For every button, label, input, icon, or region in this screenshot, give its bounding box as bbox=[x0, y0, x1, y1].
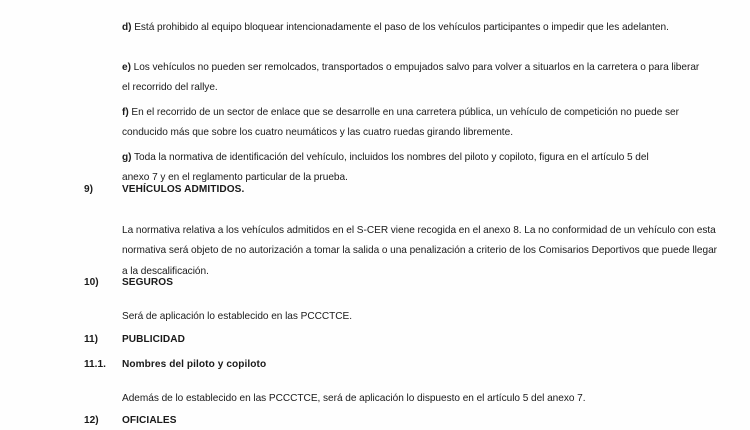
section-body-10: Será de aplicación lo establecido en las PCCCTCE. bbox=[122, 311, 353, 323]
section-title-11-1: Nombres del piloto y copiloto bbox=[122, 359, 267, 370]
paragraph-item-d bbox=[122, 18, 714, 38]
section-number-9: 9) bbox=[84, 184, 93, 195]
paragraph-text-d: Está prohibido al equipo bloquear intencionadamente el paso de los vehículos participantes o impedir que les adelanten. bbox=[134, 22, 669, 34]
section-number-12: 12) bbox=[84, 415, 99, 426]
section-title-12: OFICIALES bbox=[122, 415, 177, 426]
section-title-11: PUBLICIDAD bbox=[122, 334, 186, 345]
section-title-9: VEHÍCULOS ADMITIDOS. bbox=[122, 184, 245, 195]
paragraph-label-d: d) bbox=[122, 22, 132, 34]
section-number-11: 11) bbox=[84, 334, 99, 345]
section-body-9: La normativa relativa a los vehículos admitidos en el S-CER viene recogida en el anexo 8. La no conformidad de un vehículo con esta normativa será objeto de no autorización a tomar la salida o una penalización a criterio de los Comisarios Deportivos que puede llegar a la descalificación. bbox=[122, 225, 718, 277]
section-title-10: SEGUROS bbox=[122, 277, 174, 288]
section-body-11-1: Además de lo establecido en las PCCCTCE, será de aplicación lo dispuesto en el artículo 5 del anexo 7. bbox=[122, 393, 586, 405]
paragraph-item-e bbox=[122, 58, 702, 98]
paragraph-item-f bbox=[122, 103, 699, 143]
paragraph-text-f: En el recorrido de un sector de enlace que se desarrolle en una carretera pública, un vehículo de competición no puede ser conducido más que sobre los cuatro neumáticos y las cuatro ruedas girando libremente. bbox=[122, 107, 679, 139]
paragraph-label-f: f) bbox=[122, 107, 129, 119]
paragraph-label-g: g) bbox=[122, 152, 132, 164]
section-number-11-1: 11.1. bbox=[84, 359, 106, 370]
paragraph-text-g: Toda la normativa de identificación del vehículo, incluidos los nombres del piloto y copiloto, figura en el artículo 5 del anexo 7 y en el reglamento particular de la prueba. bbox=[122, 152, 649, 184]
paragraph-label-e: e) bbox=[122, 62, 131, 74]
paragraph-text-e: Los vehículos no pueden ser remolcados, transportados o empujados salvo para volver a situarlos en la carretera o para liberar el recorrido del rallye. bbox=[122, 62, 700, 94]
section-number-10: 10) bbox=[84, 277, 99, 288]
